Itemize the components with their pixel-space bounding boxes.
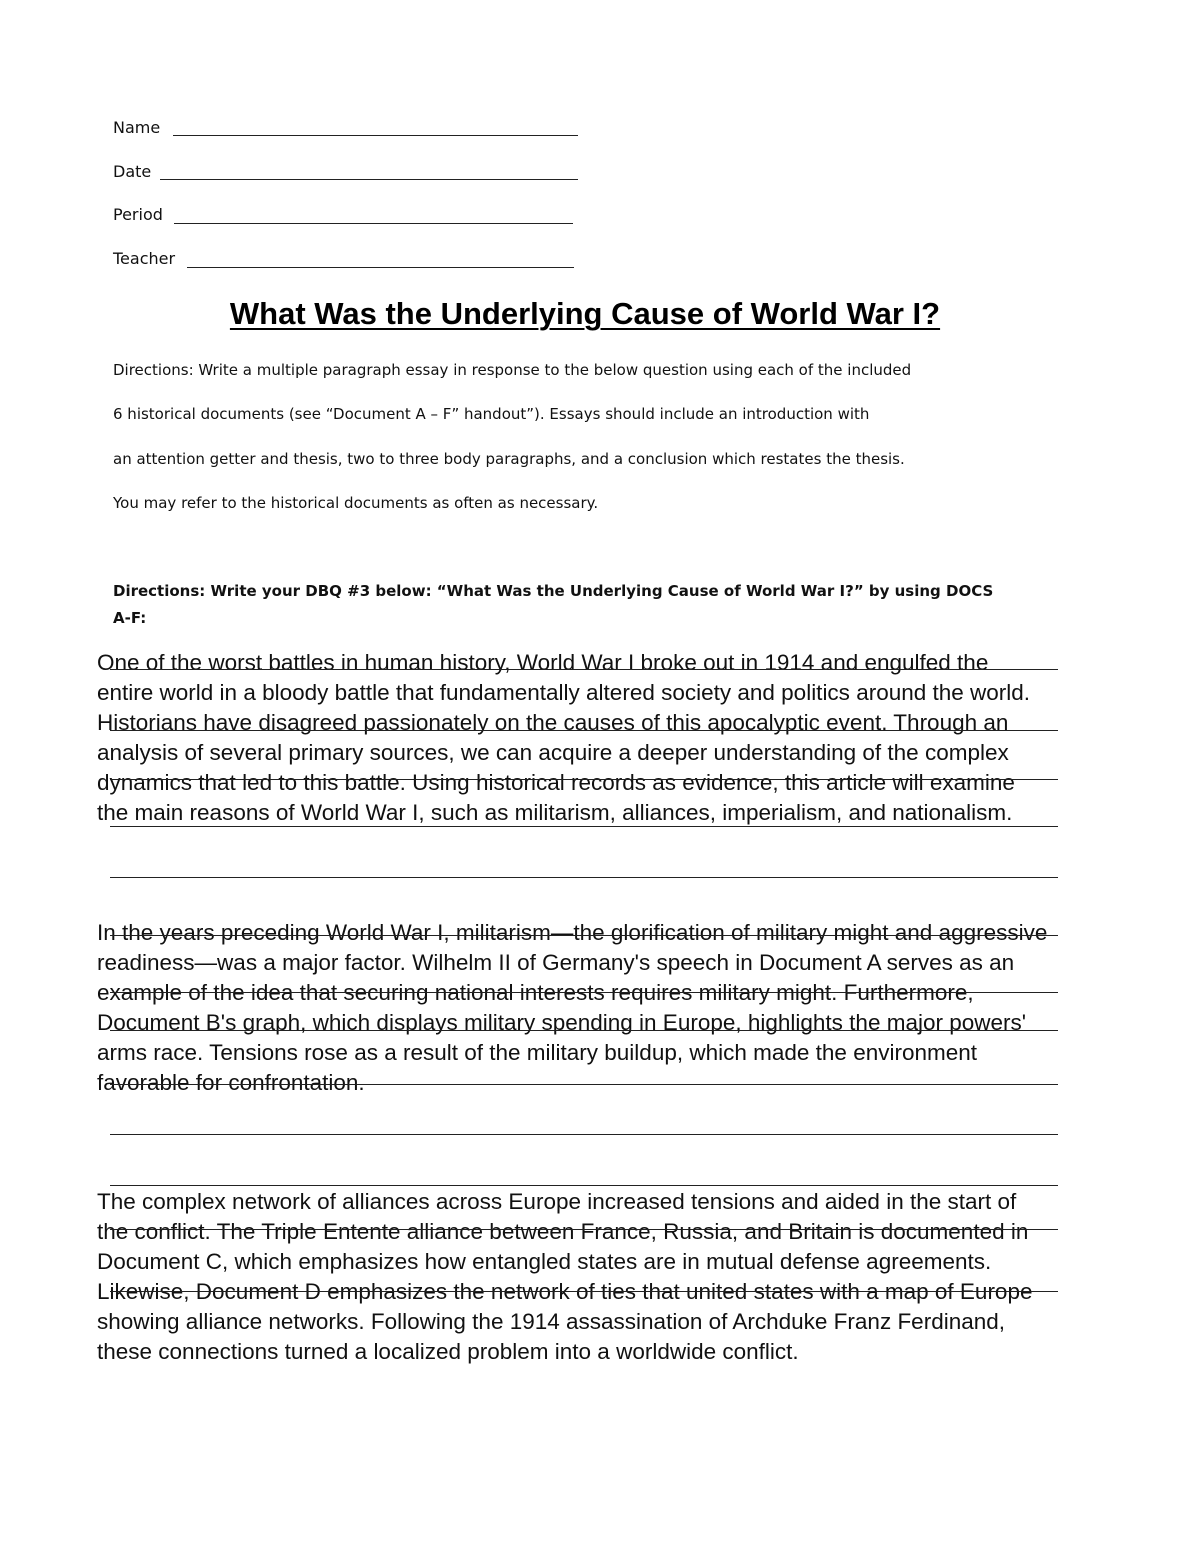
essay-line: Document B's graph, which displays military spending in Europe, highlights the major powers' [97,1010,1027,1035]
writing-line [110,730,1058,731]
essay-line: analysis of several primary sources, we can acquire a deeper understanding of the complex [97,740,1009,765]
essay-line: The complex network of alliances across Europe increased tensions and aided in the start of [97,1189,1017,1214]
page-title: What Was the Underlying Cause of World War I? [229,296,941,331]
essay-line: readiness—was a major factor. Wilhelm II of Germany's speech in Document A serves as an [97,950,1015,975]
essay-line: the main reasons of World War I, such as militarism, alliances, imperialism, and nationalism. [97,800,1013,825]
writing-line [110,992,1058,993]
writing-line [110,1030,1058,1031]
writing-line [110,935,1058,936]
date-line[interactable] [160,179,578,180]
period-line[interactable] [174,223,573,224]
essay-line: the conflict. The Triple Entente alliance between France, Russia, and Britain is documented in [97,1219,1029,1244]
writing-line [110,669,1058,670]
directions2-line-2: A-F: [113,609,147,627]
date-label: Date [113,162,152,181]
essay-line: Likewise, Document D emphasizes the network of ties that united states with a map of Europe [97,1279,1033,1304]
date-field [113,162,151,181]
directions-line-4: You may refer to the historical documents as often as necessary. [113,494,599,512]
essay-line: In the years preceding World War I, militarism—the glorification of military might and aggressive [97,920,1048,945]
essay-line: example of the idea that securing national interests requires military might. Furthermore, [97,980,974,1005]
teacher-label: Teacher [113,249,176,268]
essay-line: dynamics that led to this battle. Using historical records as evidence, this article will examine [97,770,1015,795]
teacher-line[interactable] [187,267,574,268]
essay-line: favorable for confrontation. [97,1070,365,1095]
directions2-line-1: Directions: Write your DBQ #3 below: “What Was the Underlying Cause of World War I?” by using DOCS [113,582,994,600]
essay-line: One of the worst battles in human history, World War I broke out in 1914 and engulfed the [97,650,989,675]
writing-line [110,1229,1058,1230]
period-field [113,205,163,224]
writing-line [110,1291,1058,1292]
name-field [113,118,160,137]
writing-line [110,877,1058,878]
writing-line [110,1185,1058,1186]
period-label: Period [113,205,163,224]
essay-line: arms race. Tensions rose as a result of the military buildup, which made the environment [97,1040,978,1065]
directions-line-3: an attention getter and thesis, two to three body paragraphs, and a conclusion which restates the thesis. [113,450,905,468]
directions-line-1: Directions: Write a multiple paragraph essay in response to the below question using each of the included [113,361,912,379]
writing-line [110,779,1058,780]
essay-line: these connections turned a localized problem into a worldwide conflict. [97,1339,799,1364]
essay-line: Historians have disagreed passionately on the causes of this apocalyptic event. Through an [97,710,1009,735]
name-line[interactable] [173,135,578,136]
directions-line-2: 6 historical documents (see “Document A – F” handout”). Essays should include an introduction with [113,405,870,423]
name-label: Name [113,118,161,137]
writing-line [110,1084,1058,1085]
essay-line: Document C, which emphasizes how entangled states are in mutual defense agreements. [97,1249,992,1274]
writing-line [110,1134,1058,1135]
writing-line [110,826,1058,827]
essay-line: entire world in a bloody battle that fundamentally altered society and politics around the world. [97,680,1031,705]
teacher-field [113,249,175,268]
essay-line: showing alliance networks. Following the 1914 assassination of Archduke Franz Ferdinand, [97,1309,1006,1334]
